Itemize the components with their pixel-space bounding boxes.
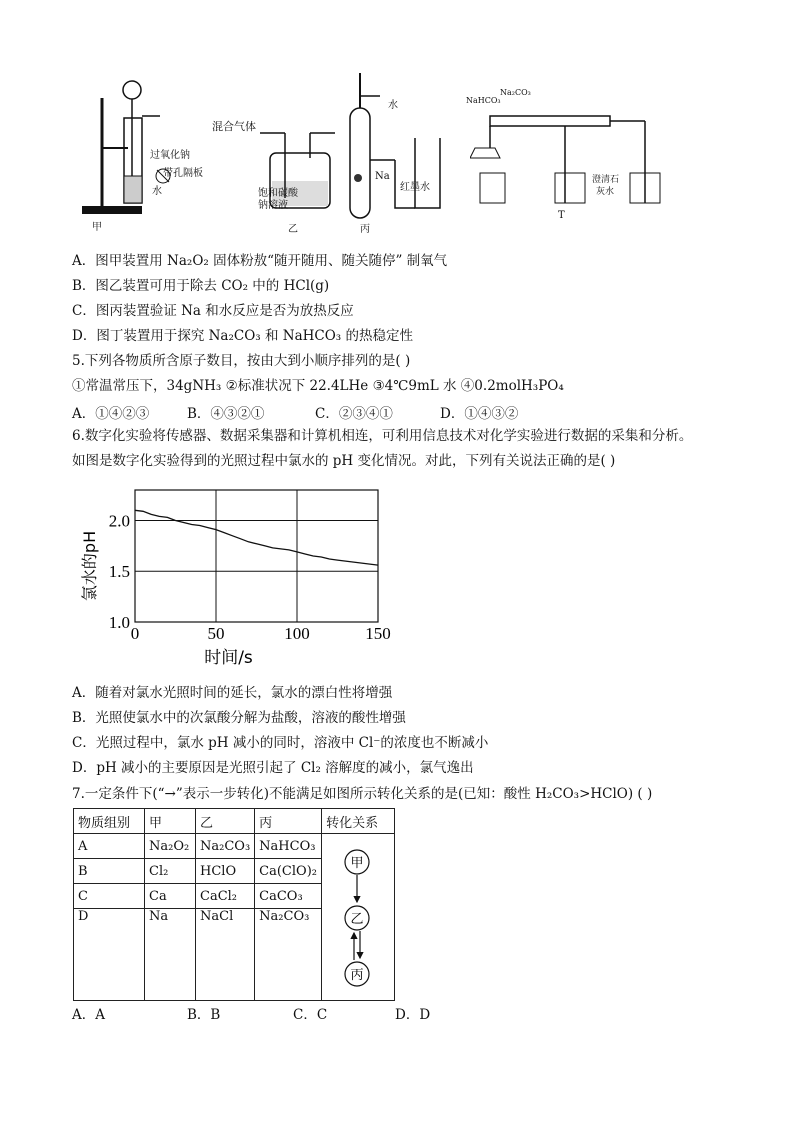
table-cell: A <box>74 834 145 859</box>
apparatus-jia <box>80 68 210 228</box>
table-cell: HClO <box>196 859 255 884</box>
yi-liquid-label-2: 钠溶液 <box>258 200 288 211</box>
ph-series-line <box>135 510 378 565</box>
q7-option-d: D．D <box>395 1007 431 1023</box>
x-tick-label: 150 <box>365 624 391 643</box>
relation-diagram <box>322 834 392 994</box>
yi-liquid-label-1: 饱和碳酸 <box>258 188 298 199</box>
table-row <box>74 834 395 859</box>
x-axis-label: 时间/s <box>204 648 253 668</box>
q7-option-c: C．C <box>293 1007 328 1023</box>
q6-option-d: D．pH 减小的主要原因是光照引起了 Cl₂ 溶解度的减小，氯气逸出 <box>72 760 474 776</box>
q4-option-a: A．图甲装置用 Na₂O₂ 固体粉敖“随开随用、随关随停” 制氧气 <box>72 253 448 269</box>
y-tick-label: 1.0 <box>108 613 130 632</box>
q6-option-a: A．随着对氯水光照时间的延长，氯水的漂白性将增强 <box>72 685 393 701</box>
table-cell: Na <box>145 909 196 1001</box>
table-cell: Na₂CO₃ <box>196 834 255 859</box>
q5-stem: 5.下列各物质所含原子数目，按由大到小顺序排列的是( ) <box>72 353 411 369</box>
table-cell: Na₂O₂ <box>145 834 196 859</box>
ding-na2co3-label: Na₂CO₃ <box>500 88 531 97</box>
q6-option-c: C．光照过程中，氯水 pH 减小的同时，溶液中 Cl⁻的浓度也不断减小 <box>72 735 489 751</box>
header-yi: 乙 <box>196 809 255 834</box>
plot-frame <box>135 490 378 622</box>
yi-gas-label: 混合气体 <box>212 120 256 133</box>
apparatus-figures <box>70 68 670 238</box>
q7-stem: 7.一定条件下(“→”表示一步转化)不能满足如图所示转化关系的是(已知：酸性 H₂CO₃>HClO) ( ) <box>72 786 653 802</box>
header-jia: 甲 <box>145 809 196 834</box>
node-yi-label: 乙 <box>350 912 364 927</box>
ding-caption: T <box>558 210 565 221</box>
table-cell: C <box>74 884 145 909</box>
table-cell: Ca <box>145 884 196 909</box>
x-tick-label: 0 <box>130 624 140 643</box>
table-cell: D <box>74 909 145 1001</box>
table-header-row <box>74 809 395 834</box>
ding-lime-label-1: 澄清石 <box>592 175 620 185</box>
conversion-table <box>73 808 395 1001</box>
bing-water-label: 水 <box>388 100 398 111</box>
q5-option-d: D．①④③② <box>440 406 519 422</box>
jia-label-plate: 带孔隔板 <box>163 168 203 179</box>
header-bing: 丙 <box>255 809 322 834</box>
jia-caption: 甲 <box>92 222 102 233</box>
q5-option-a: A．①④②③ <box>72 406 150 422</box>
ph-chart <box>70 480 410 670</box>
table-cell: Na₂CO₃ <box>255 909 322 1001</box>
table-cell: Ca(ClO)₂ <box>255 859 322 884</box>
q4-option-c: C．图丙装置验证 Na 和水反应是否为放热反应 <box>72 303 354 319</box>
q6-stem-1: 6.数字化实验将传感器、数据采集器和计算机相连，可利用信息技术对化学实验进行数据的采集和分析。 <box>72 428 693 444</box>
jia-label-na2o2: 过氧化钠 <box>150 150 190 161</box>
yi-caption: 乙 <box>288 224 298 235</box>
ding-lime-label-2: 灰水 <box>596 187 615 197</box>
jia-label-water: 水 <box>152 186 162 197</box>
node-bing-label: 丙 <box>350 968 364 983</box>
q7-option-a: A．A <box>72 1007 105 1023</box>
x-tick-label: 50 <box>207 624 225 643</box>
q4-option-b: B．图乙装置可用于除去 CO₂ 中的 HCl(g) <box>72 278 330 294</box>
bing-caption: 丙 <box>360 224 370 235</box>
relation-diagram-cell <box>322 834 395 1001</box>
apparatus-bing <box>340 68 450 228</box>
table-cell: CaCl₂ <box>196 884 255 909</box>
table-cell: CaCO₃ <box>255 884 322 909</box>
y-tick-label: 2.0 <box>108 511 130 531</box>
table-cell: NaCl <box>196 909 255 1001</box>
table-cell: Cl₂ <box>145 859 196 884</box>
y-tick-label: 1.5 <box>108 562 130 582</box>
y-axis-label: 氯水的pH <box>80 530 99 602</box>
q6-stem-2: 如图是数字化实验得到的光照过程中氯水的 pH 变化情况。对此，下列有关说法正确的是( ) <box>72 453 616 469</box>
q7-option-b: B．B <box>187 1007 221 1023</box>
header-relation: 转化关系 <box>322 809 395 834</box>
header-group: 物质组别 <box>74 809 145 834</box>
x-tick-label: 100 <box>284 624 310 643</box>
ding-nahco3-label: NaHCO₃ <box>466 96 501 105</box>
node-jia-label: 甲 <box>350 856 364 871</box>
q4-option-d: D．图丁装置用于探究 Na₂CO₃ 和 NaHCO₃ 的热稳定性 <box>72 328 414 344</box>
q5-option-b: B．④③②① <box>187 406 265 422</box>
bing-ink-label: 红墨水 <box>400 182 430 193</box>
q5-items: ①常温常压下，34gNH₃ ②标准状况下 22.4LHe ③4℃9mL 水 ④0.2molH₃PO₄ <box>72 378 564 394</box>
q6-option-b: B．光照使氯水中的次氯酸分解为盐酸，溶液的酸性增强 <box>72 710 406 726</box>
table-cell: NaHCO₃ <box>255 834 322 859</box>
apparatus-ding <box>470 88 670 218</box>
q5-option-c: C．②③④① <box>315 406 393 422</box>
bing-na-label: Na <box>375 171 390 182</box>
table-cell: B <box>74 859 145 884</box>
